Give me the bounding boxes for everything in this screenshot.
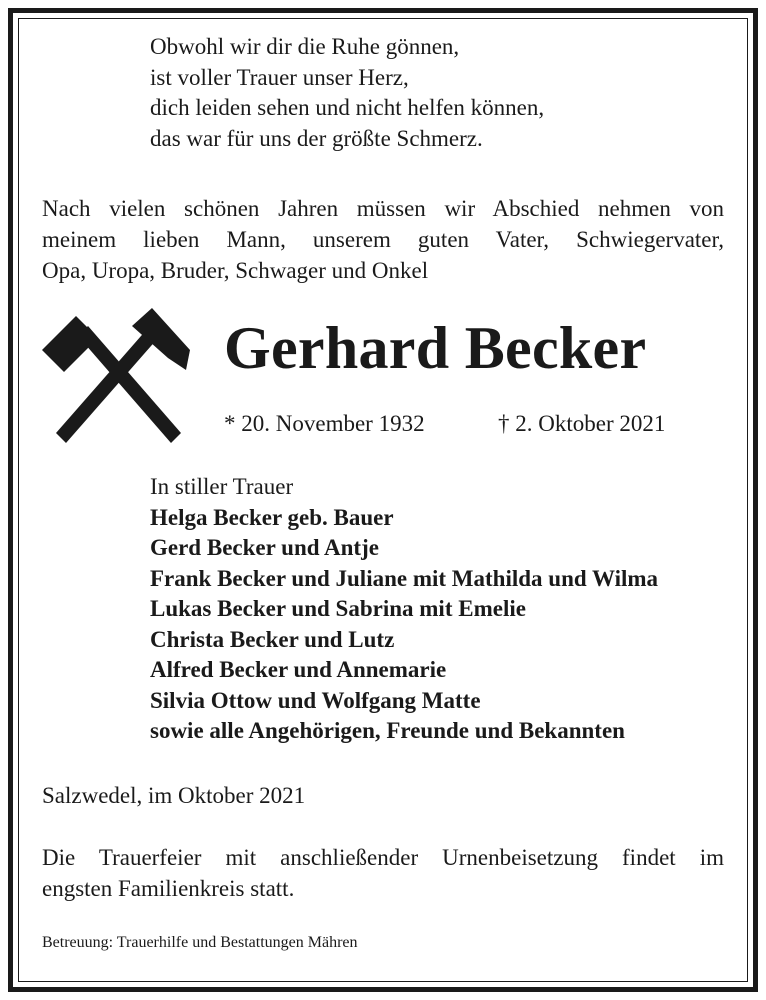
- mourner-name: Silvia Ottow und Wolfgang Matte: [150, 687, 481, 713]
- mourner-name: Lukas Becker und Sabrina mit Emelie: [150, 596, 526, 621]
- funeral-notice: [42, 842, 724, 904]
- birth-date: * 20. November 1932: [224, 411, 425, 436]
- mourner-name: Frank Becker und Juliane mit Mathilda und Wilma: [150, 565, 659, 591]
- intro-line: Nach vielen schönen Jahren müssen wir Abschied nehmen von: [42, 196, 724, 221]
- mourner-name: Alfred Becker und Annemarie: [150, 657, 447, 682]
- mourner-name: Christa Becker und Lutz: [150, 626, 395, 652]
- intro-line: Opa, Uropa, Bruder, Schwager und Onkel: [42, 258, 429, 283]
- mourner-name: Gerd Becker und Antje: [150, 535, 379, 560]
- intro-text: [42, 193, 724, 286]
- poem-line: dich leiden sehen und nicht helfen können,: [150, 95, 545, 120]
- deceased-name: Gerhard Becker: [224, 315, 647, 381]
- undertaker-credit: Betreuung: Trauerhilfe und Bestattungen Mähren: [42, 934, 358, 951]
- poem: [150, 32, 544, 154]
- intro-line: meinem lieben Mann, unserem guten Vater, Schwiegervater,: [42, 227, 724, 252]
- hammer-and-pick-icon: [40, 306, 196, 446]
- place-date: Salzwedel, im Oktober 2021: [42, 783, 306, 808]
- death-date: † 2. Oktober 2021: [498, 411, 666, 436]
- notice-line: Die Trauerfeier mit anschließender Urnenbeisetzung findet im: [42, 845, 724, 870]
- mourners-list: [150, 472, 658, 747]
- notice-line: engsten Familienkreis statt.: [42, 876, 295, 901]
- mourners-lead: In stiller Trauer: [150, 474, 294, 499]
- poem-line: ist voller Trauer unser Herz,: [150, 64, 409, 90]
- poem-line: das war für uns der größte Schmerz.: [150, 125, 483, 151]
- mourner-name: Helga Becker geb. Bauer: [150, 504, 394, 530]
- poem-line: Obwohl wir dir die Ruhe gönnen,: [150, 34, 460, 59]
- mourner-name: sowie alle Angehörigen, Freunde und Bekannten: [150, 718, 625, 743]
